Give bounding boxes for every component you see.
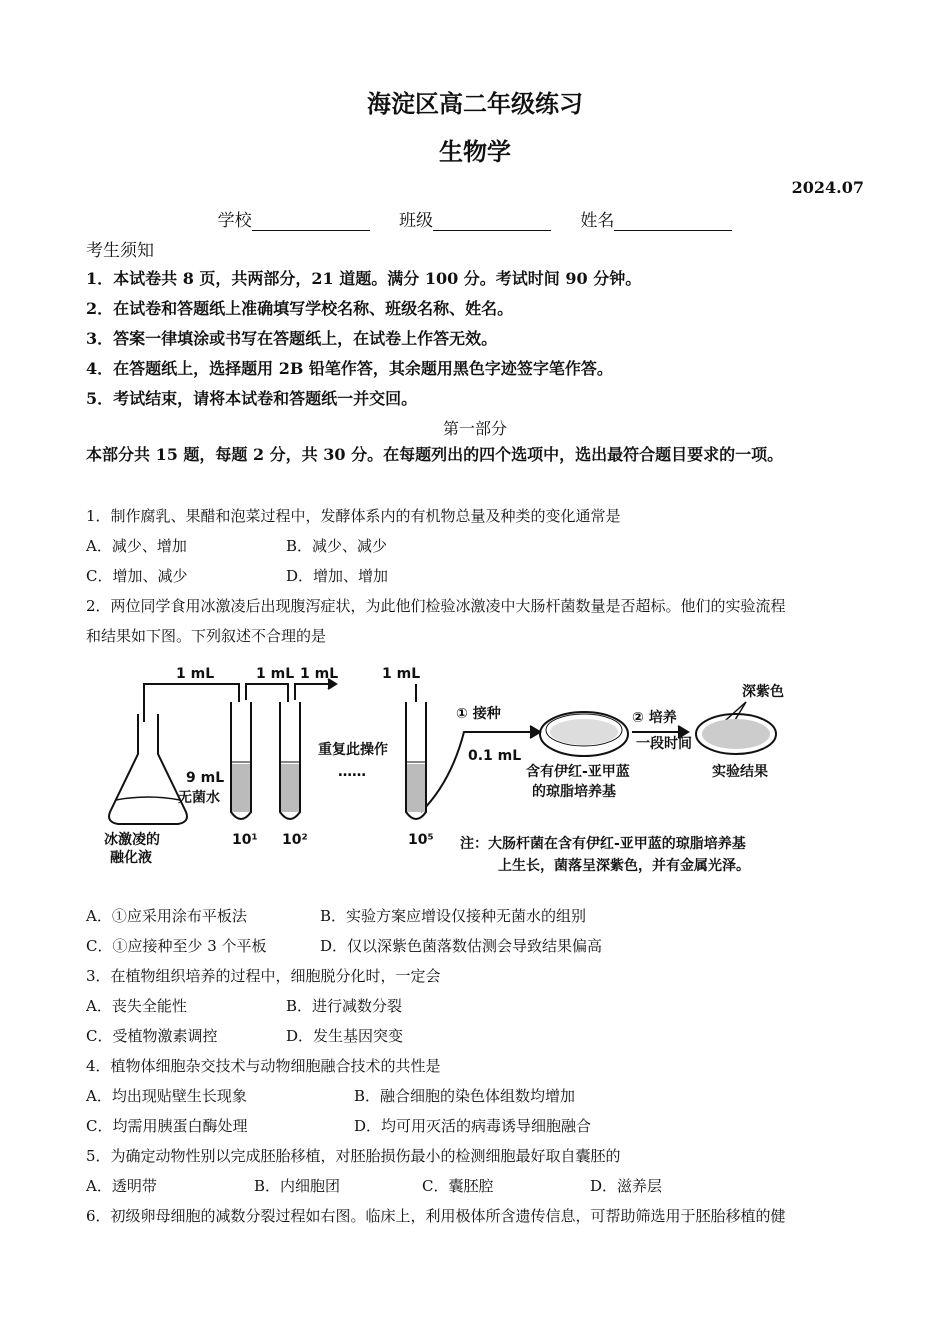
name-blank [614,212,732,231]
option-b: B．融合细胞的染色体组数均增加 [354,1087,576,1105]
label-step2: 一段时间 [636,736,692,752]
option-c: C．①应接种至少 3 个平板 [86,937,267,955]
label-purple: 深紫色 [742,684,784,700]
label-sterile-water: 无菌水 [178,790,220,806]
part-instruction: 本部分共 15 题，每题 2 分，共 30 分。在每题列出的四个选项中，选出最符合题目要求的一项。 [86,445,784,464]
option-b: B．减少、减少 [286,537,388,555]
label-tube: 10² [282,832,308,848]
question-stem: 4．植物体细胞杂交技术与动物细胞融合技术的共性是 [86,1057,441,1075]
label-plate: 的琼脂培养基 [532,784,616,800]
notice-item: 3．答案一律填涂或书写在答题纸上，在试卷上作答无效。 [86,329,498,348]
option-d: D．发生基因突变 [286,1027,404,1045]
notice-item: 1．本试卷共 8 页，共两部分，21 道题。满分 100 分。考试时间 90 分钟。 [86,269,642,288]
label-note: 上生长，菌落呈深紫色，并有金属光泽。 [498,858,750,874]
label-step2: ② 培养 [632,710,677,726]
class-blank [433,212,551,231]
label-plate: 含有伊红-亚甲蓝 [526,764,630,780]
student-info-fields [0,206,950,231]
question-stem: 3．在植物组织培养的过程中，细胞脱分化时，一定会 [86,967,441,985]
label-flask: 冰激凌的 [104,832,160,848]
experiment-figure [96,662,856,892]
option-b: B．内细胞团 [254,1177,341,1195]
option-a: A．均出现贴壁生长现象 [86,1087,247,1105]
notice-item: 5．考试结束，请将本试卷和答题纸一并交回。 [86,389,418,408]
school-blank [252,212,370,231]
label-transfer: 1 mL [300,666,339,682]
option-a: A．减少、增加 [86,537,187,555]
notice-title: 考生须知 [86,241,154,261]
label-transfer: 1 mL [256,666,295,682]
option-c: C．增加、减少 [86,567,188,585]
question-stem: 6．初级卵母细胞的减数分裂过程如右图。临床上，利用极体所含遗传信息，可帮助筛选用于胚胎移植的健 [86,1207,786,1225]
label-water-vol: 9 mL [186,770,225,786]
option-c: C．均需用胰蛋白酶处理 [86,1117,248,1135]
label-flask: 融化液 [110,850,152,866]
notice-item: 4．在答题纸上，选择题用 2B 铅笔作答，其余题用黑色字迹签字笔作答。 [86,359,613,378]
notice-item: 2．在试卷和答题纸上准确填写学校名称、班级名称、姓名。 [86,299,514,318]
option-c: C．囊胚腔 [422,1177,494,1195]
label-note: 注：大肠杆菌在含有伊红-亚甲蓝的琼脂培养基 [460,836,746,852]
option-d: D．增加、增加 [286,567,389,585]
option-c: C．受植物激素调控 [86,1027,218,1045]
name-field: 姓名 [580,206,732,231]
label-dots: …… [338,764,366,780]
label-repeat: 重复此操作 [318,742,388,758]
option-d: D．滋养层 [590,1177,663,1195]
label-tube: 10¹ [232,832,258,848]
label-transfer: 1 mL [382,666,421,682]
question-stem: 2．两位同学食用冰激凌后出现腹泻症状，为此他们检验冰激凌中大肠杆菌数量是否超标。他们的实验流程 [86,597,786,615]
question-stem-cont: 和结果如下图。下列叙述不合理的是 [86,627,327,645]
part-title: 第一部分 [442,419,507,438]
label-tube: 10⁵ [408,832,434,848]
option-b: B．进行减数分裂 [286,997,403,1015]
option-a: A．①应采用涂布平板法 [86,907,247,925]
school-field: 学校 [218,206,370,231]
option-d: D．仅以深紫色菌落数估测会导致结果偏高 [320,937,603,955]
option-b: B．实验方案应增设仅接种无菌水的组别 [320,907,587,925]
option-a: A．透明带 [86,1177,157,1195]
label-transfer: 1 mL [176,666,215,682]
exam-title: 海淀区高二年级练习 [367,89,583,118]
question-stem: 5．为确定动物性别以完成胚胎移植，对胚胎损伤最小的检测细胞最好取自囊胚的 [86,1147,621,1165]
class-field: 班级 [399,206,551,231]
label-step1: ① 接种 [456,706,501,722]
option-d: D．均可用灭活的病毒诱导细胞融合 [354,1117,592,1135]
subject-title: 生物学 [439,137,511,166]
option-a: A．丧失全能性 [86,997,187,1015]
label-step1-vol: 0.1 mL [468,748,522,764]
question-stem: 1．制作腐乳、果醋和泡菜过程中，发酵体系内的有机物总量及种类的变化通常是 [86,507,621,525]
exam-date: 2024.07 [791,178,864,197]
label-result: 实验结果 [712,764,768,780]
